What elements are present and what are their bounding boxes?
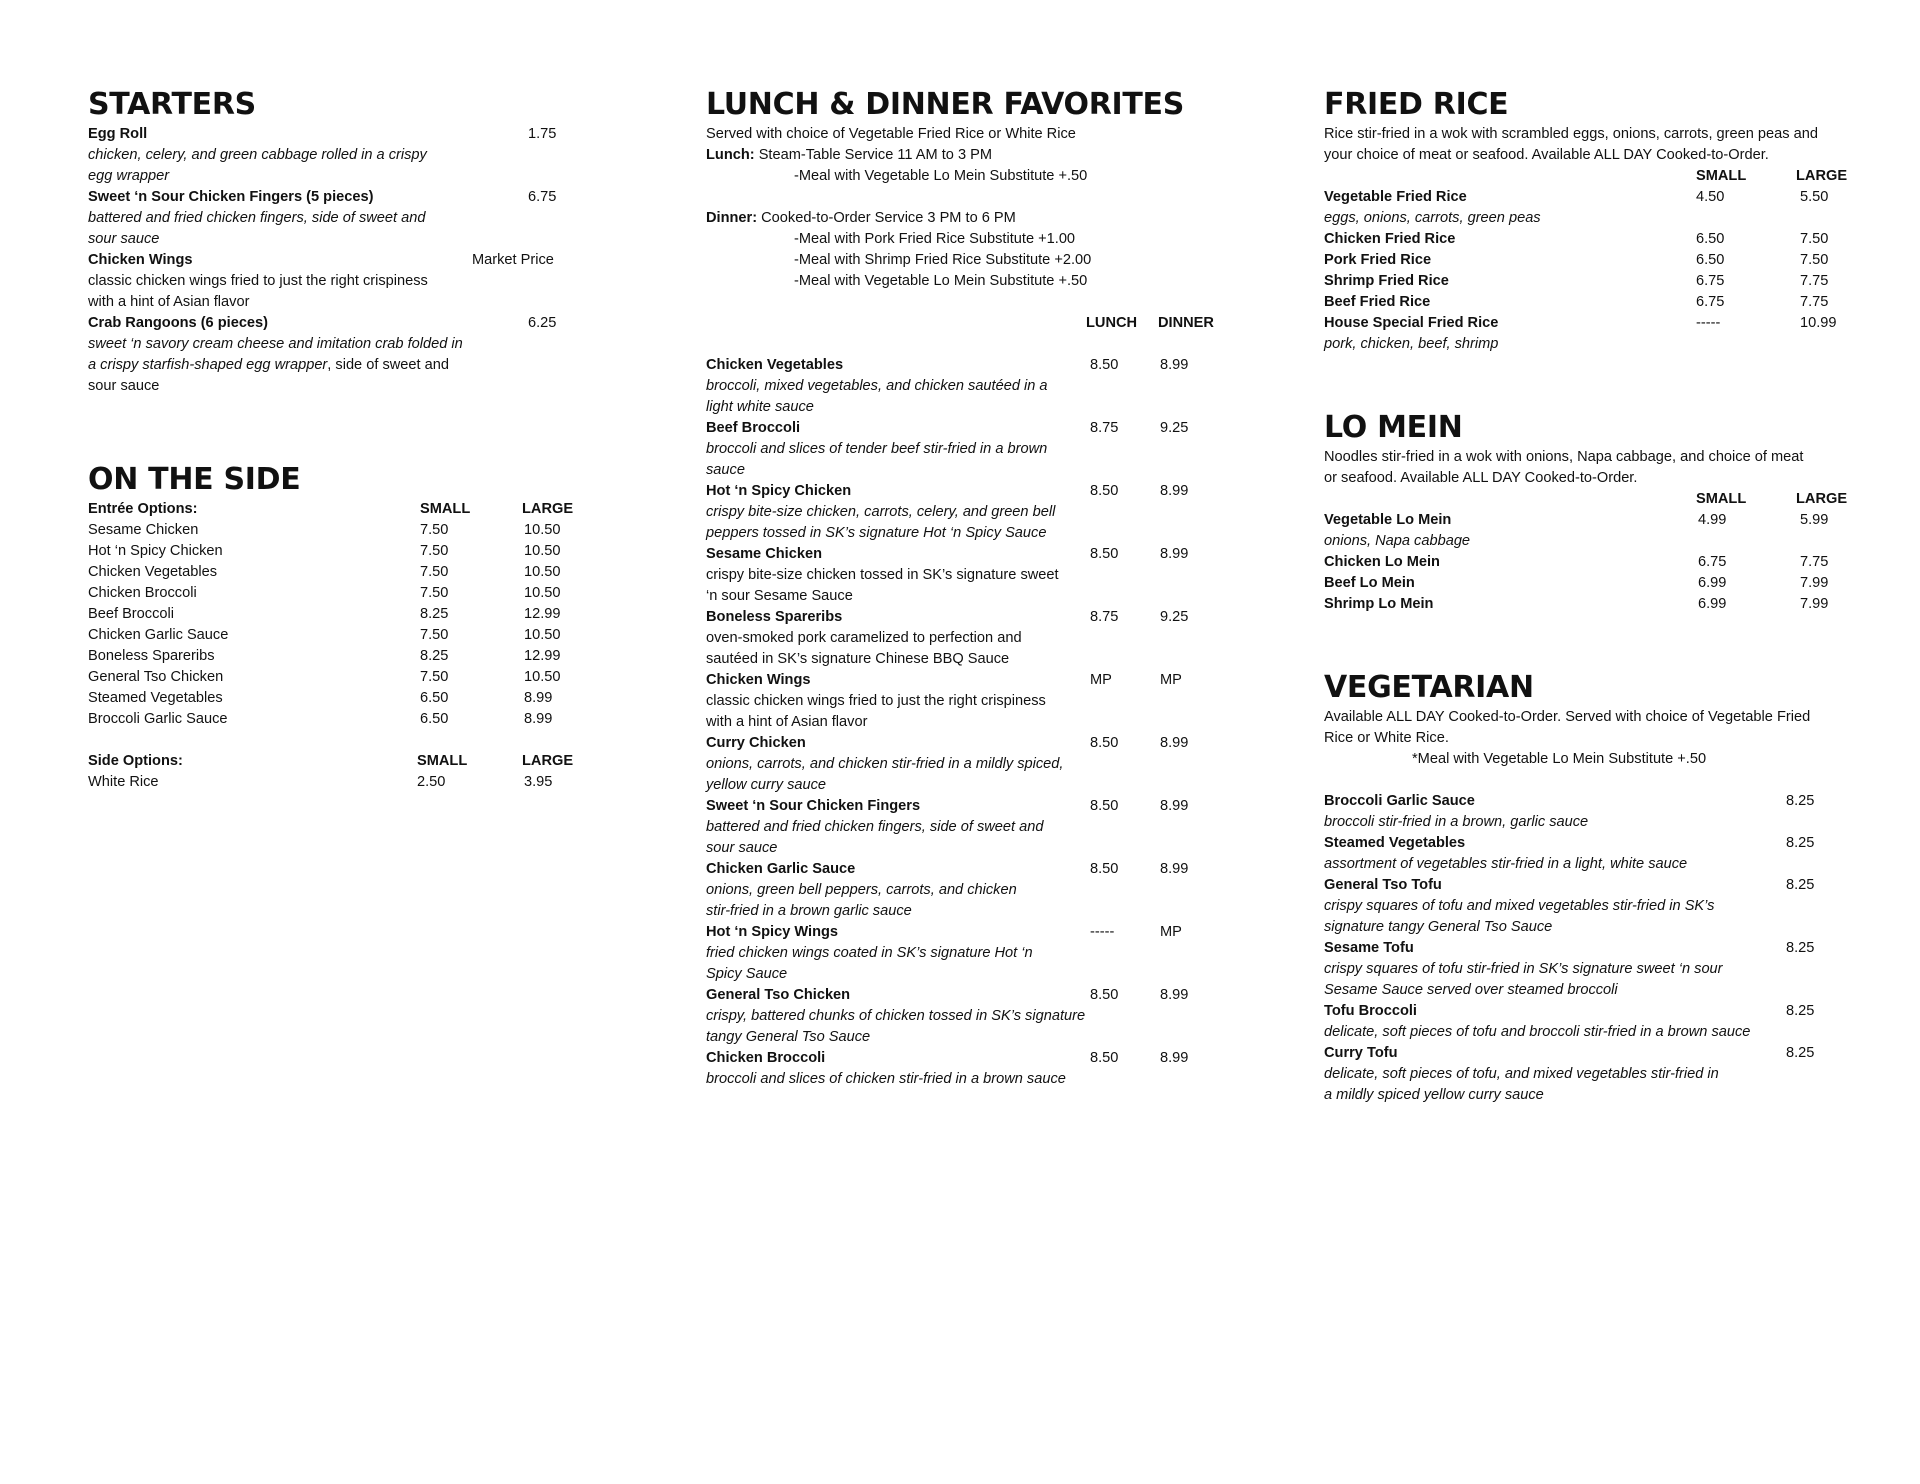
favorite-item-desc: with a hint of Asian flavor	[706, 714, 868, 730]
favorite-item-desc: broccoli and slices of chicken stir-fried in a brown sauce	[706, 1071, 1066, 1087]
vegetarian-item	[1324, 938, 1864, 959]
fried-rice-item	[1324, 229, 1864, 250]
favorite-item-desc: oven-smoked pork caramelized to perfection and	[706, 630, 1022, 646]
large-price: 7.75	[1800, 273, 1829, 289]
lo-mein-size-header: SMALL LARGE	[1696, 491, 1848, 507]
favorite-item-desc: crispy, battered chunks of chicken tossed in SK’s signature	[706, 1008, 1086, 1024]
favorite-item-desc: Spicy Sauce	[706, 966, 788, 982]
price: 8.25	[1786, 877, 1815, 893]
menu-item-desc: sour sauce	[88, 231, 160, 247]
vegetarian-item-desc: signature tangy General Tso Sauce	[1324, 919, 1553, 935]
small-price: 6.50	[1696, 252, 1725, 268]
entree-options-list	[88, 520, 608, 730]
menu-item-desc: sour sauce	[88, 378, 160, 394]
vegetarian-heading: VEGETARIAN	[1324, 670, 1534, 705]
small-price: 7.50	[420, 669, 449, 685]
vegetarian-intro: Available ALL DAY Cooked-to-Order. Served with choice of Vegetable Fried	[1324, 709, 1811, 725]
lunch-price: 8.50	[1090, 798, 1119, 814]
item-name: Sweet ‘n Sour Chicken Fingers	[706, 798, 921, 814]
entree-row	[88, 688, 608, 709]
favorite-item-desc: peppers tossed in SK’s signature Hot ‘n Spicy Sauce	[706, 525, 1047, 541]
entree-row	[88, 562, 608, 583]
entree-row	[88, 604, 608, 625]
item-name: Curry Chicken	[706, 735, 806, 751]
menu-item-desc: sweet ‘n savory cream cheese and imitation crab folded in	[88, 336, 463, 352]
favorite-item	[706, 355, 1246, 376]
on-the-side-heading: ON THE SIDE	[88, 462, 301, 497]
starters-heading: STARTERS	[88, 87, 256, 122]
price: 8.25	[1786, 835, 1815, 851]
favorite-item	[706, 481, 1246, 502]
fried-rice-item	[1324, 187, 1864, 208]
favorite-item-desc: stir-fried in a brown garlic sauce	[706, 903, 912, 919]
large-price: 7.75	[1800, 294, 1829, 310]
fried-rice-item-desc: eggs, onions, carrots, green peas	[1324, 210, 1541, 226]
item-name: Beef Broccoli	[88, 606, 174, 622]
small-price: 4.99	[1698, 512, 1727, 528]
favorite-item-desc: onions, green bell peppers, carrots, and chicken	[706, 882, 1017, 898]
large-price: 7.99	[1800, 575, 1829, 591]
fried-rice-item-desc: pork, chicken, beef, shrimp	[1324, 336, 1499, 352]
small-price: 6.50	[1696, 231, 1725, 247]
vegetarian-item	[1324, 833, 1864, 854]
item-name: Curry Tofu	[1324, 1045, 1398, 1061]
vegetarian-item-desc: delicate, soft pieces of tofu and broccoli stir-fried in a brown sauce	[1324, 1024, 1751, 1040]
item-name: Hot ‘n Spicy Chicken	[88, 543, 223, 559]
small-price: 4.50	[1696, 189, 1725, 205]
dinner-price: 9.25	[1160, 609, 1189, 625]
fried-rice-item	[1324, 313, 1864, 334]
dinner-price: 8.99	[1160, 357, 1189, 373]
vegetarian-list	[1324, 791, 1864, 1106]
item-name: Chicken Vegetables	[88, 564, 217, 580]
small-price: 6.99	[1698, 596, 1727, 612]
small-price: 8.25	[420, 648, 449, 664]
fried-rice-item	[1324, 292, 1864, 313]
vegetarian-item	[1324, 1043, 1864, 1064]
item-name: Chicken Garlic Sauce	[706, 861, 856, 877]
lo-mein-intro: Noodles stir-fried in a wok with onions, Napa cabbage, and choice of meat	[1324, 449, 1804, 465]
large-price: 8.99	[524, 711, 553, 727]
large-price: 10.50	[524, 585, 561, 601]
vegetarian-item	[1324, 875, 1864, 896]
large-price: 7.75	[1800, 554, 1829, 570]
menu-item-name: Chicken Wings Market Price	[88, 250, 608, 271]
entree-row	[88, 541, 608, 562]
right-column	[1324, 88, 1864, 1106]
favorite-item-desc: crispy bite-size chicken tossed in SK’s signature sweet	[706, 567, 1059, 583]
entree-row	[88, 709, 608, 730]
dinner-price: 8.99	[1160, 798, 1189, 814]
item-name: General Tso Chicken	[88, 669, 224, 685]
menu-item-desc: classic chicken wings fried to just the right crispiness	[88, 273, 428, 289]
favorite-item	[706, 985, 1246, 1006]
favorite-item-desc: battered and fried chicken fingers, side of sweet and	[706, 819, 1044, 835]
entree-row	[88, 646, 608, 667]
favorite-item-desc: yellow curry sauce	[706, 777, 827, 793]
item-name: White Rice	[88, 774, 159, 790]
favorite-item	[706, 796, 1246, 817]
item-name: Boneless Spareribs	[706, 609, 843, 625]
favorite-item	[706, 1048, 1246, 1069]
lunch-price: 8.50	[1090, 1050, 1119, 1066]
dinner-substitute: -Meal with Shrimp Fried Rice Substitute +2.00	[794, 252, 1092, 268]
large-price: 5.50	[1800, 189, 1829, 205]
small-price: 6.75	[1698, 554, 1727, 570]
menu-item-desc: chicken, celery, and green cabbage rolled in a crispy	[88, 147, 427, 163]
small-price: 2.50	[417, 774, 446, 790]
small-price: 7.50	[420, 564, 449, 580]
vegetarian-note: *Meal with Vegetable Lo Mein Substitute +.50	[1412, 751, 1707, 767]
entree-options-header: Entrée Options: SMALL LARGE	[88, 501, 574, 517]
item-name: Broccoli Garlic Sauce	[88, 711, 228, 727]
entree-row	[88, 520, 608, 541]
favorite-item-desc: sautéed in SK’s signature Chinese BBQ Sauce	[706, 651, 1010, 667]
menu-item-price: 6.25	[528, 315, 557, 331]
lo-mein-item-desc: onions, Napa cabbage	[1324, 533, 1471, 549]
dinner-price: 9.25	[1160, 420, 1189, 436]
item-name: Beef Lo Mein	[1324, 575, 1415, 591]
dinner-substitute: -Meal with Pork Fried Rice Substitute +1.00	[794, 231, 1076, 247]
favorite-item	[706, 922, 1246, 943]
small-price: 7.50	[420, 543, 449, 559]
price: 8.25	[1786, 1003, 1815, 1019]
dinner-price: 8.99	[1160, 483, 1189, 499]
favorite-item	[706, 544, 1246, 565]
item-name: Chicken Wings	[706, 672, 811, 688]
lunch-price: 8.50	[1090, 357, 1119, 373]
large-price: 10.50	[524, 627, 561, 643]
vegetarian-item-desc: Sesame Sauce served over steamed broccoli	[1324, 982, 1618, 998]
favorite-item	[706, 670, 1246, 691]
item-name: Beef Broccoli	[706, 420, 801, 436]
lunch-price: 8.50	[1090, 483, 1119, 499]
favorite-item-desc: onions, carrots, and chicken stir-fried in a mildly spiced,	[706, 756, 1064, 772]
lo-mein-heading: LO MEIN	[1324, 410, 1463, 445]
large-price: 10.50	[524, 564, 561, 580]
small-price: 6.99	[1698, 575, 1727, 591]
large-price: 12.99	[524, 648, 561, 664]
vegetarian-item-desc: delicate, soft pieces of tofu, and mixed vegetables stir-fried in	[1324, 1066, 1719, 1082]
price: 8.25	[1786, 1045, 1815, 1061]
dinner-price: MP	[1160, 672, 1182, 688]
favorite-item	[706, 607, 1246, 628]
fried-rice-item	[1324, 271, 1864, 292]
menu-item-price: 1.75	[528, 126, 557, 142]
favorite-item-desc: fried chicken wings coated in SK’s signature Hot ‘n	[706, 945, 1033, 961]
lunch-dinner-header: LUNCH DINNER	[1086, 315, 1214, 331]
favorite-item-desc: tangy General Tso Sauce	[706, 1029, 871, 1045]
item-name: Vegetable Lo Mein	[1324, 512, 1452, 528]
large-price: 3.95	[524, 774, 553, 790]
vegetarian-item-desc: crispy squares of tofu stir-fried in SK’s signature sweet ‘n sour	[1324, 961, 1723, 977]
favorite-item-desc: crispy bite-size chicken, carrots, celery, and green bell	[706, 504, 1056, 520]
dinner-substitute: -Meal with Vegetable Lo Mein Substitute +.50	[794, 273, 1088, 289]
small-price: 7.50	[420, 522, 449, 538]
vegetarian-item-desc: assortment of vegetables stir-fried in a light, white sauce	[1324, 856, 1688, 872]
small-price: 8.25	[420, 606, 449, 622]
item-name: House Special Fried Rice	[1324, 315, 1499, 331]
item-name: Chicken Garlic Sauce	[88, 627, 229, 643]
side-options-header: Side Options: SMALL LARGE	[88, 753, 574, 769]
large-price: 10.50	[524, 543, 561, 559]
small-price: 6.75	[1696, 273, 1725, 289]
lunch-price: 8.50	[1090, 987, 1119, 1003]
item-name: Chicken Fried Rice	[1324, 231, 1456, 247]
fried-rice-list	[1324, 187, 1864, 355]
item-name: Chicken Lo Mein	[1324, 554, 1440, 570]
item-name: Shrimp Lo Mein	[1324, 596, 1434, 612]
price: 8.25	[1786, 793, 1815, 809]
dinner-price: 8.99	[1160, 1050, 1189, 1066]
small-price: 6.75	[1696, 294, 1725, 310]
menu-item-desc: egg wrapper	[88, 168, 170, 184]
favorite-item-desc: broccoli, mixed vegetables, and chicken sautéed in a	[706, 378, 1048, 394]
item-name: Hot ‘n Spicy Wings	[706, 924, 839, 940]
item-name: Boneless Spareribs	[88, 648, 215, 664]
large-price: 10.50	[524, 522, 561, 538]
lo-mein-item	[1324, 552, 1864, 573]
item-name: Sesame Chicken	[706, 546, 823, 562]
price: 8.25	[1786, 940, 1815, 956]
fried-rice-intro: Rice stir-fried in a wok with scrambled eggs, onions, carrots, green peas and	[1324, 126, 1818, 142]
item-name: Vegetable Fried Rice	[1324, 189, 1467, 205]
menu-item-price: 6.75	[528, 189, 557, 205]
lunch-price: 8.75	[1090, 420, 1119, 436]
vegetarian-intro: Rice or White Rice.	[1324, 730, 1449, 746]
lunch-price: 8.50	[1090, 861, 1119, 877]
fried-rice-heading: FRIED RICE	[1324, 87, 1509, 122]
vegetarian-item	[1324, 791, 1864, 812]
fried-rice-item	[1324, 250, 1864, 271]
item-name: Broccoli Garlic Sauce	[1324, 793, 1475, 809]
favorite-item	[706, 859, 1246, 880]
item-name: General Tso Chicken	[706, 987, 851, 1003]
favorite-item-desc: broccoli and slices of tender beef stir-fried in a brown	[706, 441, 1048, 457]
favorite-item-desc: light white sauce	[706, 399, 814, 415]
lunch-price: 8.50	[1090, 735, 1119, 751]
left-column	[88, 88, 608, 793]
large-price: 7.50	[1800, 231, 1829, 247]
dinner-price: 8.99	[1160, 987, 1189, 1003]
item-name: Hot ‘n Spicy Chicken	[706, 483, 852, 499]
menu-item-name: Egg Roll 1.75	[88, 124, 608, 145]
dinner-service: Dinner: Cooked-to-Order Service 3 PM to 6 PM	[706, 210, 1016, 226]
favorite-item-desc: ‘n sour Sesame Sauce	[706, 588, 853, 604]
item-name: Chicken Broccoli	[706, 1050, 826, 1066]
favorite-item-desc: classic chicken wings fried to just the right crispiness	[706, 693, 1046, 709]
lunch-price: 8.50	[1090, 546, 1119, 562]
vegetarian-item-desc: crispy squares of tofu and mixed vegetables stir-fried in SK’s	[1324, 898, 1715, 914]
large-price: 7.50	[1800, 252, 1829, 268]
menu-item-desc: with a hint of Asian flavor	[88, 294, 250, 310]
menu-item-name: Sweet ‘n Sour Chicken Fingers (5 pieces) 6.75	[88, 187, 608, 208]
large-price: 7.99	[1800, 596, 1829, 612]
lunch-service: Lunch: Steam-Table Service 11 AM to 3 PM	[706, 147, 993, 163]
favorite-item-desc: sour sauce	[706, 840, 778, 856]
item-name: Chicken Vegetables	[706, 357, 844, 373]
lo-mein-item	[1324, 573, 1864, 594]
item-name: Steamed Vegetables	[1324, 835, 1466, 851]
large-price: 12.99	[524, 606, 561, 622]
large-price: 10.50	[524, 669, 561, 685]
entree-row	[88, 583, 608, 604]
lunch-price: MP	[1090, 672, 1112, 688]
small-price: 6.50	[420, 711, 449, 727]
item-name: Shrimp Fried Rice	[1324, 273, 1449, 289]
item-name: Sesame Chicken	[88, 522, 199, 538]
small-price: 7.50	[420, 627, 449, 643]
small-price: 6.50	[420, 690, 449, 706]
entree-row	[88, 625, 608, 646]
large-price: 8.99	[524, 690, 553, 706]
lo-mein-list	[1324, 510, 1864, 615]
vegetarian-item-desc: broccoli stir-fried in a brown, garlic sauce	[1324, 814, 1589, 830]
dinner-price: 8.99	[1160, 861, 1189, 877]
entree-row	[88, 667, 608, 688]
item-name: Pork Fried Rice	[1324, 252, 1432, 268]
side-options-list	[88, 772, 608, 793]
favorites-list	[706, 355, 1246, 1090]
item-name: Sesame Tofu	[1324, 940, 1414, 956]
favorites-heading: LUNCH & DINNER FAVORITES	[706, 87, 1185, 122]
middle-column	[706, 88, 1246, 1090]
lunch-price: 8.75	[1090, 609, 1119, 625]
fried-rice-intro: your choice of meat or seafood. Available ALL DAY Cooked-to-Order.	[1324, 147, 1769, 163]
item-name: Beef Fried Rice	[1324, 294, 1431, 310]
lo-mein-item	[1324, 594, 1864, 615]
large-price: 5.99	[1800, 512, 1829, 528]
fried-rice-size-header: SMALL LARGE	[1696, 168, 1848, 184]
favorite-item	[706, 733, 1246, 754]
dinner-price: 8.99	[1160, 735, 1189, 751]
large-price: 10.99	[1800, 315, 1837, 331]
menu-item-price: Market Price	[472, 252, 554, 268]
item-name: Tofu Broccoli	[1324, 1003, 1417, 1019]
dinner-price: 8.99	[1160, 546, 1189, 562]
side-row	[88, 772, 608, 793]
favorite-item	[706, 418, 1246, 439]
vegetarian-item-desc: a mildly spiced yellow curry sauce	[1324, 1087, 1544, 1103]
lunch-price: -----	[1090, 924, 1115, 940]
small-price: 7.50	[420, 585, 449, 601]
favorites-intro: Served with choice of Vegetable Fried Rice or White Rice	[706, 126, 1076, 142]
small-price: -----	[1696, 315, 1721, 331]
item-name: General Tso Tofu	[1324, 877, 1442, 893]
lo-mein-item	[1324, 510, 1864, 531]
item-name: Steamed Vegetables	[88, 690, 223, 706]
lunch-substitute: -Meal with Vegetable Lo Mein Substitute +.50	[794, 168, 1088, 184]
vegetarian-item	[1324, 1001, 1864, 1022]
lo-mein-intro: or seafood. Available ALL DAY Cooked-to-Order.	[1324, 470, 1638, 486]
item-name: Chicken Broccoli	[88, 585, 197, 601]
dinner-price: MP	[1160, 924, 1182, 940]
menu-item-desc: a crispy starfish-shaped egg wrapper, side of sweet and	[88, 357, 449, 373]
favorite-item-desc: sauce	[706, 462, 745, 478]
menu-item-desc: battered and fried chicken fingers, side of sweet and	[88, 210, 426, 226]
menu-item-name: Crab Rangoons (6 pieces) 6.25	[88, 313, 608, 334]
